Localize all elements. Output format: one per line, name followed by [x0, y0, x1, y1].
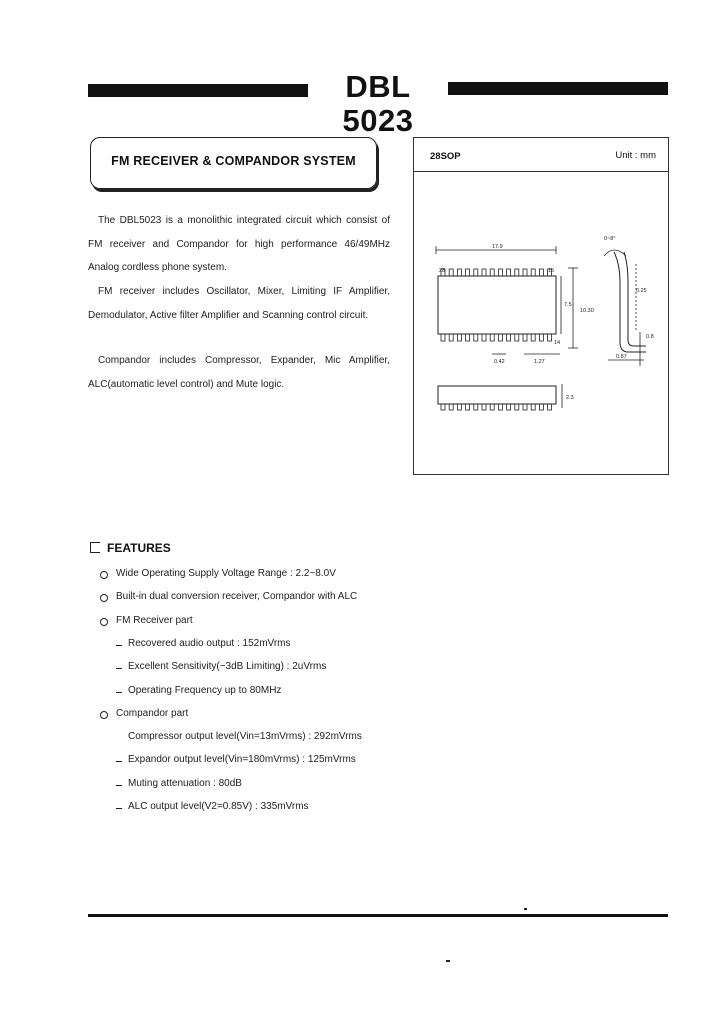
- package-pin: [531, 334, 535, 341]
- package-pin: [539, 269, 543, 276]
- package-pin: [498, 269, 502, 276]
- bullet-circle-icon: [100, 594, 108, 602]
- package-pin-side: [474, 404, 478, 410]
- bullet-circle-icon: [100, 618, 108, 626]
- package-pin: [515, 334, 519, 341]
- feature-item: Compandor part: [116, 707, 189, 719]
- package-pin: [474, 334, 478, 341]
- scan-speck: [524, 908, 527, 910]
- features-heading-box-icon: [90, 542, 100, 553]
- description-paragraph-3: Compandor includes Compressor, Expander, Mic Amplifier, ALC(automatic level control) and Mute logic.: [88, 355, 390, 390]
- package-outline-box: [413, 137, 669, 475]
- scan-speck: [446, 960, 450, 962]
- footer-rule: [88, 914, 668, 917]
- feature-item: Excellent Sensitivity(−3dB Limiting) : 2uVrms: [128, 661, 327, 673]
- header-bar-right: [446, 82, 668, 95]
- package-pin: [441, 334, 445, 341]
- package-pin: [466, 269, 470, 276]
- package-pin: [466, 334, 470, 341]
- label-pin-last: 14: [554, 340, 561, 346]
- package-pin: [515, 269, 519, 276]
- package-pin-side: [515, 404, 519, 410]
- feature-item: Compressor output level(Vin=13mVrms) : 292mVrms: [128, 731, 362, 743]
- bullet-dash-icon: [116, 761, 122, 762]
- label-lead-width: 0.42: [494, 359, 505, 365]
- label-width-total: 10.30: [580, 308, 594, 314]
- pins-bottom-row: [441, 334, 552, 341]
- label-angle: 0~8°: [604, 236, 616, 242]
- label-lead-len: 0.8: [646, 334, 654, 340]
- bullet-dash-icon: [116, 645, 122, 646]
- feature-item: Expandor output level(Vin=180mVrms) : 125mVrms: [128, 754, 356, 766]
- label-pin-mid: 15: [548, 268, 555, 274]
- package-pin: [490, 269, 494, 276]
- package-unit: Unit : mm: [615, 150, 656, 161]
- package-drawing: [414, 172, 668, 472]
- package-pin: [523, 269, 527, 276]
- label-width-body: 7.5: [564, 302, 572, 308]
- package-pin: [474, 269, 478, 276]
- feature-item: Recovered audio output : 152mVrms: [128, 637, 291, 649]
- lead-profile: [614, 252, 646, 352]
- package-pin: [507, 334, 511, 341]
- package-pin: [449, 269, 453, 276]
- package-pin: [457, 269, 461, 276]
- bullet-dash-icon: [116, 692, 122, 693]
- package-body-top: [438, 276, 556, 334]
- package-pin: [457, 334, 461, 341]
- subtitle-box: [90, 137, 377, 189]
- label-length: 17.9: [492, 244, 503, 250]
- package-pin: [539, 334, 543, 341]
- package-pin-side: [466, 404, 470, 410]
- bullet-dash-icon: [116, 785, 122, 786]
- package-body-side: [438, 386, 556, 404]
- package-pin: [449, 334, 453, 341]
- subtitle: FM RECEIVER & COMPANDOR SYSTEM: [111, 154, 356, 168]
- feature-item: Operating Frequency up to 80MHz: [128, 684, 282, 696]
- package-pin-side: [507, 404, 511, 410]
- bullet-dash-icon: [116, 668, 122, 669]
- package-pin: [490, 334, 494, 341]
- package-pin: [507, 269, 511, 276]
- label-foot: 0.87: [616, 354, 627, 360]
- feature-item: FM Receiver part: [116, 614, 193, 626]
- label-pin-first: 28: [439, 268, 446, 274]
- header-bar-left: [88, 84, 310, 97]
- package-pin: [523, 334, 527, 341]
- package-pin: [531, 269, 535, 276]
- description-paragraph-1: The DBL5023 is a monolithic integrated circuit which consist of FM receiver and Compandor for high performance 46/49MHz Analog cordless phone system.: [88, 215, 390, 273]
- package-pin-side: [531, 404, 535, 410]
- package-pin-side: [457, 404, 461, 410]
- pins-side-row: [441, 404, 552, 410]
- package-pin: [498, 334, 502, 341]
- package-pin-side: [482, 404, 486, 410]
- label-height: 2.3: [566, 395, 574, 401]
- feature-item: Wide Operating Supply Voltage Range : 2.2~8.0V: [116, 568, 336, 579]
- bullet-circle-icon: [100, 711, 108, 719]
- package-name: 28SOP: [430, 151, 461, 162]
- package-pin: [482, 334, 486, 341]
- feature-item: ALC output level(V2=0.85V) : 335mVrms: [128, 801, 309, 812]
- bullet-circle-icon: [100, 571, 108, 579]
- label-lead-thick: 0.25: [636, 288, 647, 294]
- label-pitch: 1.27: [534, 359, 545, 365]
- feature-item: Muting attenuation : 80dB: [128, 777, 242, 789]
- bullet-dash-icon: [116, 808, 122, 809]
- package-pin: [482, 269, 486, 276]
- package-pin-side: [498, 404, 502, 410]
- package-pin-side: [441, 404, 445, 410]
- description-paragraph-2: FM receiver includes Oscillator, Mixer, Limiting IF Amplifier, Demodulator, Active filter Amplifier and Scanning control circuit.: [88, 286, 390, 321]
- package-pin-side: [539, 404, 543, 410]
- package-pin-side: [523, 404, 527, 410]
- feature-item: Built-in dual conversion receiver, Compandor with ALC: [116, 591, 358, 603]
- package-pin-side: [490, 404, 494, 410]
- package-pin-side: [449, 404, 453, 410]
- document-title: DBL 5023: [308, 70, 448, 104]
- features-heading-label: FEATURES: [107, 541, 171, 555]
- package-pin: [548, 334, 552, 341]
- package-pin-side: [548, 404, 552, 410]
